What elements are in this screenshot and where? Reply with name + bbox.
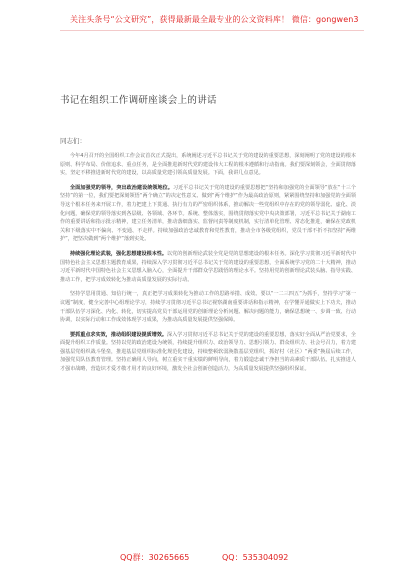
paragraph-text: 习近平总书记关于党的建设的重要思想把“坚持和加强党的全面领导”放在“十三个坚持”的第一位，我们要把深刻领悟“两个确立”的决定性意义、做到“两个维护”作为最高政治原则，紧紧围绕坚持和加强党的全面领导这个根本任务来开展工作，着力把建上下贯通、执行有力的严密组织体系，推动解决一些党组织中存在的党的领导弱化、虚化、淡化问题，确保党的领导落实到各层级、各领域、各环节。系统、整体落实，围绕贯彻落实党中央决策部署，习近平总书记关于湖南工作的重要讲话和指示批示精神，建立任务清单，推动落细落实、监督问责等制度机制，实行清单化管理、常态化推进，确保在党政机关和下级落实中不偏向、不变通、不走样。持续加强政治忠诚教育和党性教育，推动全市各级党组织，党员干部不折不扣坚持“两维护”，把坚决做到“两个维护”落到实处。 xyxy=(60,184,356,243)
paragraph xyxy=(60,184,356,244)
paragraph xyxy=(60,290,356,324)
paragraph-heading: 全面加强党的领导，突出政治建设统领地位。 xyxy=(70,184,173,191)
paragraph xyxy=(60,250,356,284)
document-greeting: 同志们： xyxy=(60,137,86,145)
banner-text: 关注头条号“公文研究”，获得最新最全最专业的公文资料库！ 微信：gongwen3 xyxy=(70,15,359,24)
document-title: 书记在组织工作调研座谈会上的讲话 xyxy=(60,95,217,106)
footer xyxy=(0,552,408,566)
footer-qq-contact: QQ：535304092 xyxy=(222,553,289,562)
paragraph-text: 坚持学思用贯通、知信行统一，真正把学习成果转化为推动工作的思路举措、成效。要以“一二三四五”为抓手，坚持学习“第一议题”制度，健全完善中心组理论学习，持续学习贯彻习近平总书记视察湖南重要讲话和指示精神，在学懂弄通做实上下功夫，推动干部队伍学习深化、内化、转化，切实提高党员干部运用党的创新理论分析问题、解决问题的能力，确保思想统一、步调一致、行动协调，以实际行动和工作成效体现学习成果，为推动高质量发展提供坚强保障。 xyxy=(60,291,356,324)
paragraph-text: 深入学习贯彻习近平总书记关于党的建设的重要思想，落实好全面从严治党要求，全面提升组织工作质量。坚持以党的政治建设为统领，持续提升组织力、政治领导力、思想引领力、群众组织力、社会号召力，着力建强基层党组织战斗堡垒，推进基层党组织标准化规范化建设，持续整顿软弱涣散基层党组织，抓好村（社区）“两委”换届后续工作，加强党员队伍教育管理。坚持正确用人导向，树立重实干重实绩的鲜明导向，着力锻造忠诚干净担当的高素质干部队伍。扎实推进人才强市战略，营造识才爱才敬才用才的良好环境，激发全社会创新创造活力，为高质量发展提供坚强组织保证。 xyxy=(60,331,356,373)
paragraph-heading: 要抓重点求实效，推动组织建设提质增效。 xyxy=(70,331,168,338)
paragraph xyxy=(60,152,356,178)
banner-divider xyxy=(60,30,364,31)
document-body xyxy=(60,152,356,380)
paragraph-text: 以党的创新理论武装全党是党的思想建设的根本任务。深化学习贯彻习近平新时代中国特色社会主义思想主题教育成果，持续深入学习贯彻习近平总书记关于党的建设的重要思想，全面系统学习党的二十大精神，推动习近平新时代中国特色社会主义思想入脑入心，全面提升干部群众学思践悟的理论水平。坚持用党的创新理论武装头脑、指导实践、推动工作，把学习成效转化为推动高质量发展的实际行动。 xyxy=(60,250,356,283)
paragraph-text: 今年4月召开的全国组织工作会议首次正式提出，系统阐述习近平总书记关于党的建设的重要思想，深刻阐明了党的建设的根本原则、科学布局、价值追求、重点任务，是全面推进新时代党的建设伟大工程的根本遵循和行动指南。我们要深刻领会，全面贯彻落实，坚定不移推进新时代党的建设，以高质量党建引领高质量发展。下面，我讲几点意见。 xyxy=(60,153,356,177)
paragraph xyxy=(60,331,356,374)
header-banner xyxy=(0,0,408,40)
paragraph-heading: 持续强化理论武装，强化思想建设根本性。 xyxy=(70,250,168,257)
footer-qq-group: QQ群：30265665 xyxy=(120,553,190,562)
